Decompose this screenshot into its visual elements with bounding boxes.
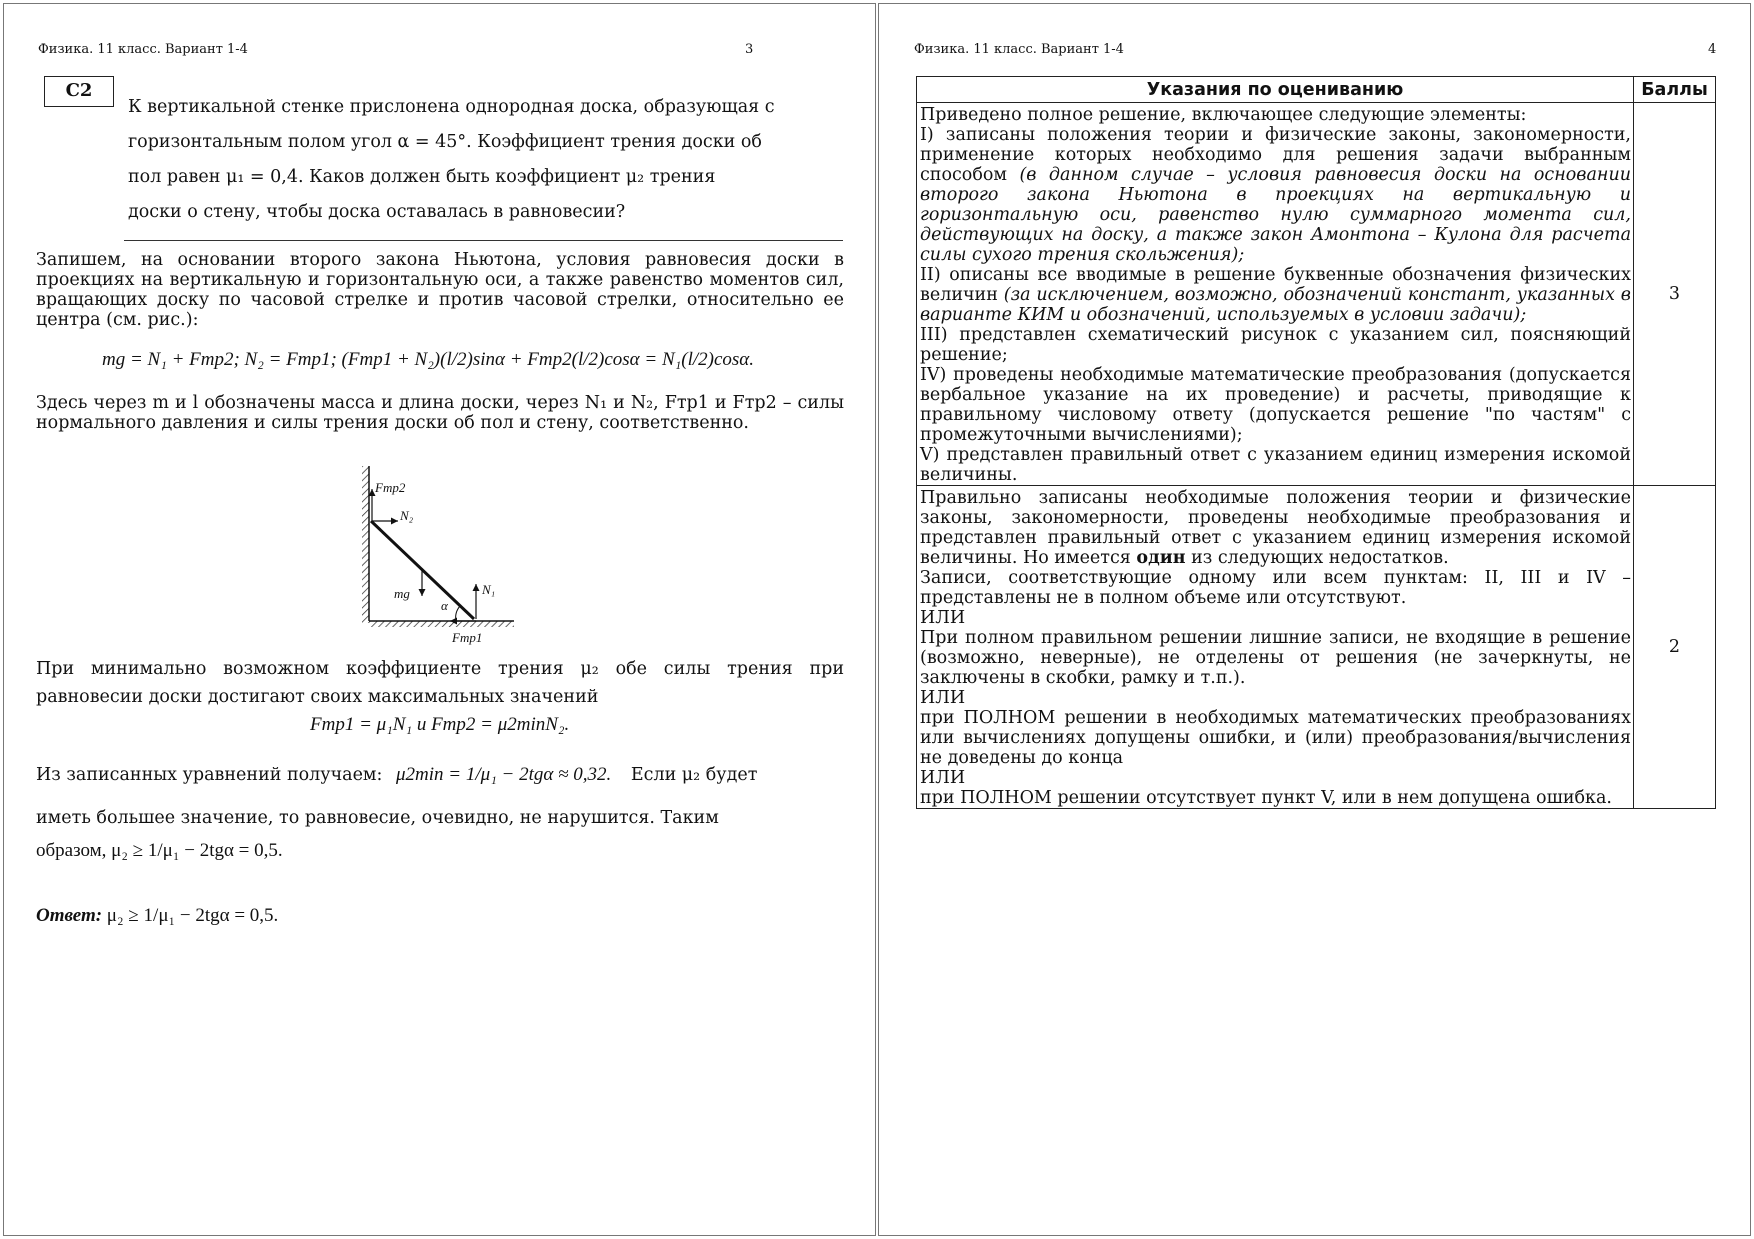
criteria-cell xyxy=(917,103,1634,486)
page-right xyxy=(878,3,1751,1236)
label-ftr1: Fтр1 xyxy=(452,630,483,645)
criteria-para: При полном правильном решении лишние записи, не входящие в решение (возможно, неверные), не отделены от решения (не зачеркнуты, не заключены в скобки, рамку и т.п.). xyxy=(920,628,1631,688)
criteria-cell xyxy=(917,486,1634,809)
answer-line xyxy=(36,906,844,926)
points-cell: 2 xyxy=(1634,486,1716,809)
criteria-intro: Приведено полное решение, включающее следующие элементы: xyxy=(920,105,1527,125)
points-cell: 3 xyxy=(1634,103,1716,486)
page-number: 3 xyxy=(745,42,754,57)
table-row xyxy=(917,103,1716,486)
task-line: К вертикальной стенке прислонена однородная доска, образующая с xyxy=(128,97,775,117)
col-criteria-header: Указания по оцениванию xyxy=(917,77,1634,103)
criteria-item: II) описаны все вводимые в решение буквенные обозначения физических величин (за исключением, возможно, обозначений констант, указанных в варианте КИМ и обозначений, используемых в условии задачи); xyxy=(920,265,1631,325)
minimal-friction-text: При минимально возможном коэффициенте трения μ₂ обе силы трения при равновесии доски достигают своих максимальных значений xyxy=(36,659,844,707)
answer-label: Ответ: xyxy=(36,905,103,926)
or-separator: ИЛИ xyxy=(920,768,966,788)
grading-table xyxy=(916,76,1716,809)
result-formula: μ2min = 1/μ₁ − 2tgα ≈ 0,32. xyxy=(396,764,612,785)
task-statement xyxy=(128,90,842,230)
col-points-header: Баллы xyxy=(1634,77,1716,103)
criteria-para: при ПОЛНОМ решении отсутствует пункт V, или в нем допущена ошибка. xyxy=(920,788,1612,808)
table-row xyxy=(917,486,1716,809)
criteria-para: при ПОЛНОМ решении в необходимых математических преобразованиях или вычислениях допущены ошибки, и (или) преобразования/вычисления не доведены до конца xyxy=(920,708,1631,768)
or-separator: ИЛИ xyxy=(920,688,966,708)
floor-hatch xyxy=(369,621,514,627)
page-header: Физика. 11 класс. Вариант 1-4 xyxy=(38,42,248,57)
criteria-para: Правильно записаны необходимые положения теории и физические законы, закономерности, проведены необходимые преобразования и представлен правильный ответ с указанием единиц измерения искомой величины. Но имеется один из следующих недостатков. xyxy=(920,488,1631,568)
conclusion-formula: образом, μ₂ ≥ 1/μ₁ − 2tgα = 0,5. xyxy=(36,840,283,861)
task-line: пол равен μ₁ = 0,4. Каков должен быть коэффициент μ₂ трения xyxy=(128,167,716,187)
label-ftr2: Fтр2 xyxy=(375,480,406,495)
label-mg: mg xyxy=(394,586,410,601)
page-left xyxy=(3,3,876,1236)
label-alpha: α xyxy=(441,598,448,613)
force-diagram xyxy=(350,464,530,649)
criteria-item: I) записаны положения теории и физические законы, закономерности, применение которых необходимо для решения задачи выбранным способом (в данном случае – условия равновесия доски на основании второго закона Ньютона в проекциях на вертикальную и горизонтальную оси, равенство нулю суммарного момента сил, действующих на доску, а также закон Амонтона – Кулона для расчета силы сухого трения скольжения); xyxy=(920,125,1631,265)
task-line: горизонтальным полом угол α = 45°. Коэффициент трения доски об xyxy=(128,132,762,152)
page-header: Физика. 11 класс. Вариант 1-4 xyxy=(914,42,1124,57)
result-line xyxy=(36,761,844,789)
criteria-item: III) представлен схематический рисунок с указанием сил, поясняющий решение; xyxy=(920,325,1631,365)
task-line: доски о стену, чтобы доска оставалась в равновесии? xyxy=(128,202,626,222)
table-header-row xyxy=(917,77,1716,103)
criteria-para: Записи, соответствующие одному или всем пунктам: II, III и IV – представлены не в полном объеме или отсутствуют. xyxy=(920,568,1631,608)
equation-balance: mg = N₁ + Fтр2; N₂ = Fтр1; (Fтр1 + N₂)(l/2)sinα + Fтр2(l/2)cosα = N₁(l/2)cosα. xyxy=(102,349,755,370)
criteria-item: V) представлен правильный ответ с указанием единиц измерения искомой величины. xyxy=(920,445,1631,485)
divider xyxy=(124,240,843,241)
label-n1: N₁ xyxy=(482,582,496,597)
conclusion-line: иметь большее значение, то равновесие, очевидно, не нарушится. Таким xyxy=(36,808,719,828)
criteria-item: IV) проведены необходимые математические преобразования (допускается вербальное указание на их проведение) и расчеты, приводящие к правильному числовому ответу (допускается решение "по частям" с промежуточными вычислениями); xyxy=(920,365,1631,445)
equation-max-friction: Fтр1 = μ₁N₁ и Fтр2 = μ2minN₂. xyxy=(310,714,570,735)
angle-arc xyxy=(456,606,460,621)
result-suffix: Если μ₂ будет xyxy=(630,765,758,785)
solution-intro: Запишем, на основании второго закона Ньютона, условия равновесия доски в проекциях на вертикальную и горизонтальную оси, а также равенство моментов сил, вращающих доску по часовой стрелке и против часовой стрелки, относительно ее центра (см. рис.): xyxy=(36,250,844,330)
notation-text: Здесь через m и l обозначены масса и длина доски, через N₁ и N₂, Fтр1 и Fтр2 – силы нормального давления и силы трения доски об пол и стену, соответственно. xyxy=(36,393,844,433)
result-prefix: Из записанных уравнений получаем: xyxy=(36,765,383,785)
or-separator: ИЛИ xyxy=(920,608,966,628)
wall-hatch xyxy=(362,466,369,623)
label-n2: N₂ xyxy=(400,508,414,523)
task-label: С2 xyxy=(44,76,114,107)
page-number: 4 xyxy=(1708,42,1717,57)
answer-formula: μ₂ ≥ 1/μ₁ − 2tgα = 0,5. xyxy=(106,905,279,926)
